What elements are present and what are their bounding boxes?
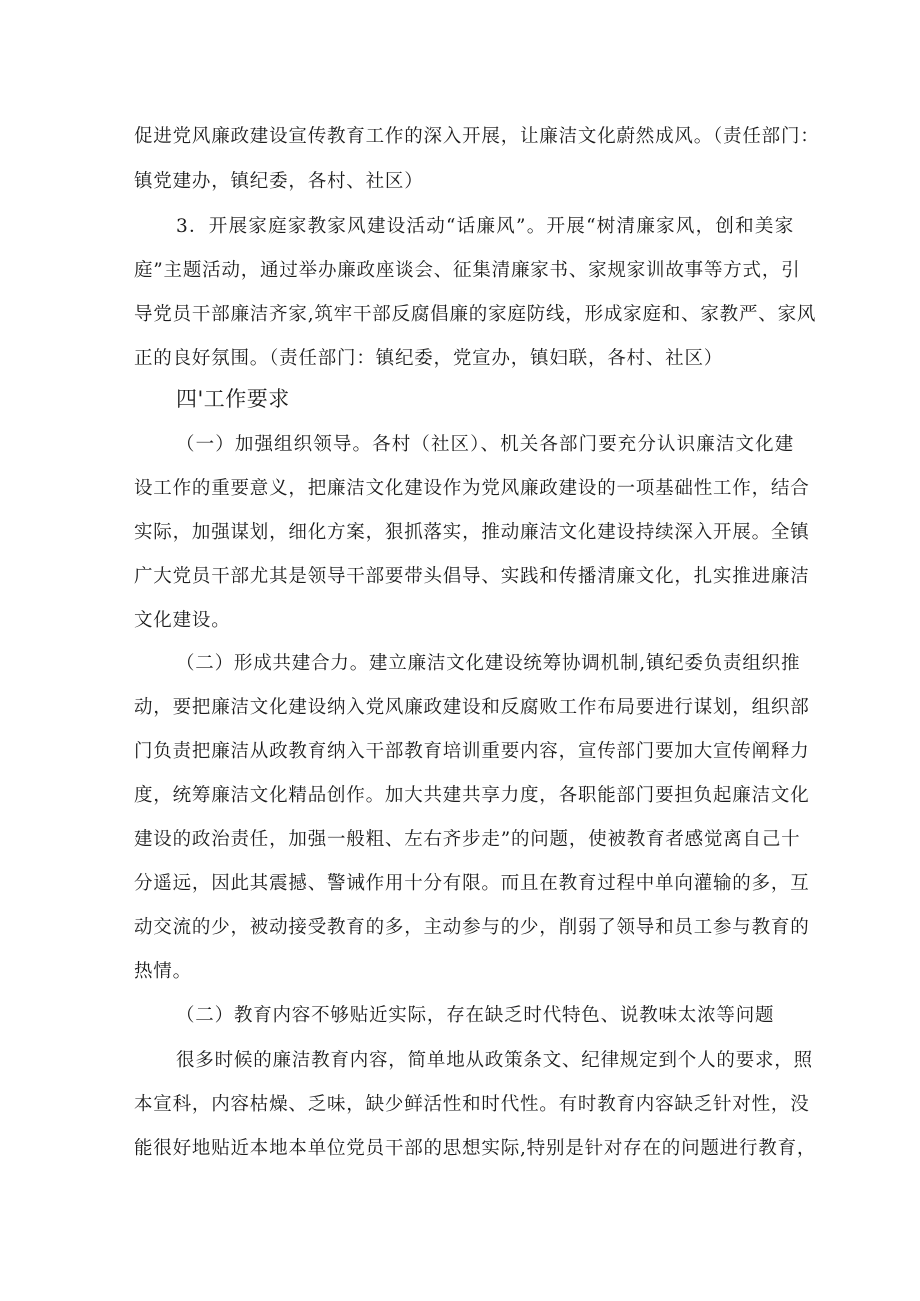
- paragraph-line: 动，要把廉洁文化建设纳入党风廉政建设和反腐败工作布局要进行谋划，组织部: [134, 697, 810, 718]
- paragraph-line: 3．开展家庭家教家风建设活动“话廉风”。开展“树清廉家风，创和美家: [176, 216, 794, 237]
- paragraph-line: 正的良好氛围。（责任部门：镇纪委，党宣办，镇妇联，各村、社区）: [134, 348, 724, 369]
- paragraph-line: （二）教育内容不够贴近实际，存在缺乏时代特色、说教味太浓等问题: [176, 1005, 775, 1026]
- paragraph-line: 能很好地贴近本地本单位党员干部的思想实际,特别是针对存在的问题进行教育，: [134, 1138, 817, 1159]
- paragraph-line: 文化建设。: [134, 610, 231, 631]
- paragraph-line: 分遥远，因此其震撼、警诫作用十分有限。而且在教育过程中单向灌输的多，互: [134, 873, 810, 894]
- paragraph-line: 庭”主题活动，通过举办廉政座谈会、征集清廉家书、家规家训故事等方式，引: [134, 260, 801, 281]
- paragraph-line: 建设的政治责任，加强一般粗、左右齐步走”的问题，使被教育者感觉离自己十: [134, 829, 801, 850]
- paragraph-line: 热情。: [134, 961, 192, 982]
- paragraph-line: 导党员干部廉洁齐家,筑牢干部反腐倡廉的家庭防线，形成家庭和、家教严、家风: [134, 304, 817, 325]
- paragraph-line: 促进党风廉政建设宣传教育工作的深入开展，让廉洁文化蔚然成风。（责任部门：: [134, 126, 820, 147]
- paragraph-line: 设工作的重要意义，把廉洁文化建设作为党风廉政建设的一项基础性工作，结合: [134, 478, 810, 499]
- section-heading: 四'工作要求: [176, 387, 290, 411]
- paragraph-line: 本宣科，内容枯燥、乏味，缺少鲜活性和时代性。有时教育内容缺乏针对性，没: [134, 1094, 810, 1115]
- paragraph-line: 镇党建办，镇纪委，各村、社区）: [134, 171, 424, 192]
- paragraph-line: 度，统筹廉洁文化精品创作。加大共建共享力度，各职能部门要担负起廉洁文化: [134, 785, 810, 806]
- paragraph-line: 动交流的少，被动接受教育的多，主动参与的少，削弱了领导和员工参与教育的: [134, 917, 810, 938]
- paragraph-line: 门负责把廉洁从政教育纳入干部教育培训重要内容，宣传部门要加大宣传阐释力: [134, 741, 810, 762]
- paragraph-line: （二）形成共建合力。建立廉洁文化建设统筹协调机制,镇纪委负责组织推: [176, 653, 801, 674]
- paragraph-line: 实际，加强谋划，细化方案，狠抓落实，推动廉洁文化建设持续深入开展。全镇: [134, 522, 810, 543]
- paragraph-line: 很多时候的廉洁教育内容，简单地从政策条文、纪律规定到个人的要求，照: [176, 1050, 813, 1071]
- paragraph-line: 广大党员干部尤其是领导干部要带头倡导、实践和传播清廉文化，扎实推进廉洁: [134, 566, 810, 587]
- paragraph-line: （一）加强组织领导。各村（社区）、机关各部门要充分认识廉洁文化建: [176, 434, 794, 455]
